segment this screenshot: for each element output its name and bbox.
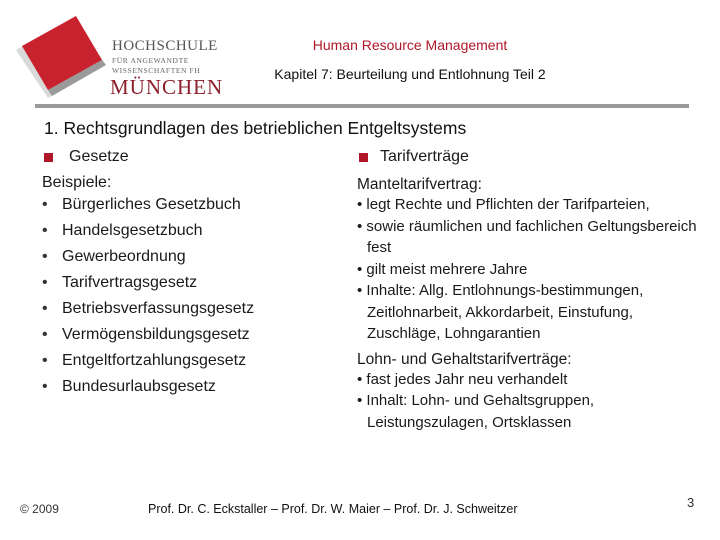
- law-list: [42, 192, 342, 400]
- list-item: • Vermögensbildungsgesetz: [42, 322, 342, 348]
- logo-line-3: MÜNCHEN: [110, 75, 224, 99]
- copyright: © 2009: [20, 502, 59, 516]
- lohntarif-list: [357, 369, 697, 434]
- list-item: • Inhalt: Lohn- und Gehaltsgruppen, Leistungszulagen, Ortsklassen: [357, 392, 595, 431]
- list-item: • Tarifvertragsgesetz: [42, 270, 342, 296]
- logo-line-2: [112, 56, 200, 76]
- list-item: • Handelsgesetzbuch: [42, 218, 342, 244]
- university-logo: [14, 10, 224, 105]
- logo-line-2b: WISSENSCHAFTEN FH: [112, 66, 201, 75]
- square-bullet-icon: [359, 153, 368, 162]
- list-item: • Bürgerliches Gesetzbuch: [42, 192, 342, 218]
- header-subtitle: Kapitel 7: Beurteilung und Entlohnung Teil 2: [274, 66, 546, 82]
- header-divider: [35, 104, 689, 108]
- footer-authors: Prof. Dr. C. Eckstaller – Prof. Dr. W. Maier – Prof. Dr. J. Schweitzer: [148, 502, 518, 516]
- logo-line-2a: FÜR ANGEWANDTE: [112, 56, 189, 65]
- list-item: • legt Rechte und Pflichten der Tarifparteien,: [357, 196, 650, 213]
- logo-emblem-icon: [14, 10, 114, 105]
- lohntarif-title: Lohn- und Gehaltstarifverträge:: [357, 350, 572, 368]
- list-item: • Entgeltfortzahlungsgesetz: [42, 348, 342, 374]
- list-item: • gilt meist mehrere Jahre: [357, 260, 528, 278]
- manteltarif-list: [357, 194, 697, 345]
- logo-line-1: HOCHSCHULE: [112, 38, 218, 54]
- list-item: • fast jedes Jahr neu verhandelt: [357, 370, 568, 388]
- left-column: [42, 146, 342, 400]
- right-heading-text: Tarifverträge: [380, 148, 469, 165]
- manteltarif-title: Manteltarifvertrag:: [357, 176, 482, 193]
- list-item: • Gewerbeordnung: [42, 244, 342, 270]
- page-number: 3: [687, 495, 695, 510]
- list-item: • Betriebsverfassungsgesetz: [42, 296, 342, 322]
- right-section-heading: [357, 146, 697, 168]
- list-item: • sowie räumlichen und fachlichen Geltungsbereich fest: [357, 217, 697, 256]
- left-heading-text: Gesetze: [69, 148, 129, 165]
- left-subheading: Beispiele:: [42, 174, 112, 191]
- header-title: Human Resource Management: [312, 37, 508, 53]
- left-section-heading: [42, 146, 342, 168]
- right-column: [357, 146, 697, 433]
- list-item: • Bundesurlaubsgesetz: [42, 374, 342, 400]
- square-bullet-icon: [44, 153, 53, 162]
- slide-title: 1. Rechtsgrundlagen des betrieblichen Entgeltsystems: [44, 118, 467, 138]
- list-item: • Inhalte: Allg. Entlohnungs-bestimmungen, Zeitlohnarbeit, Akkordarbeit, Einstufung, Zuschläge, Lohngarantien: [357, 282, 644, 342]
